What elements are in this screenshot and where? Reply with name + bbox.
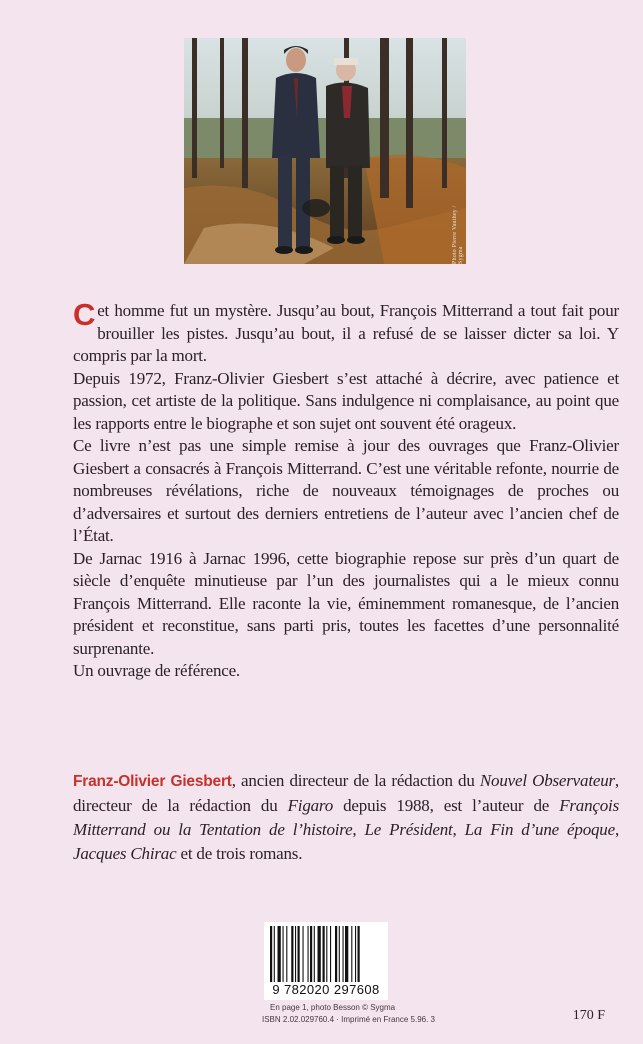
barcode-bars [268, 926, 384, 984]
dog-shape [302, 199, 330, 217]
barcode-bar [330, 926, 331, 982]
back-cover-blurb [73, 297, 619, 683]
blurb-paragraph-3: Ce livre n’est pas une simple remise à jour des ouvrages que Franz-Olivier Giesbert a consacrés à François Mitterrand. C’est une véritable refonte, nourrie de nombreuses révélations, riche de nouveaux témoignages de proches ou d’adversaires et surtout des derniers entretiens de l’auteur avec l’ancien chef de l’État. [73, 436, 619, 545]
barcode-bar [286, 926, 287, 982]
barcode-bar [345, 926, 348, 982]
barcode-bar [283, 926, 284, 982]
drop-cap: C [73, 297, 96, 332]
barcode-bar [278, 926, 281, 982]
blurb-paragraph-2: Depuis 1972, Franz-Olivier Giesbert s’est attaché à décrire, avec patience et passion, cet artiste de la politique. Sans indulgence ni complaisance, au point que les rapports entre le biographe et son sujet ont souvent été orageux. [73, 368, 619, 433]
barcode-bar [291, 926, 293, 982]
barcode-bar [298, 926, 300, 982]
price: 170 F [572, 1008, 605, 1023]
barcode-bar [303, 926, 304, 982]
barcode-bar [339, 926, 340, 982]
photo-credit: Photo Pierre Vauthey / Sygma [452, 205, 464, 264]
barcode-bar [318, 926, 321, 982]
book-title-italic: Figaro [287, 796, 334, 815]
blurb-paragraph-4: De Jarnac 1916 à Jarnac 1996, cette biographie repose sur près d’un quart de siècle d’enquête minutieuse par l’un des journalistes qui a le mieux connu François Mitterrand. Elle raconte la vie, éminemment romanesque, de l’ancien président et reconstitue, sans parti pris, toutes les facettes d’une personnalité surprenante. [73, 548, 619, 658]
author-bio: Franz-Olivier Giesbert, ancien directeur de la rédaction du Nouvel Observateur, directeur de la rédaction du Figaro depuis 1988, est l’auteur de François Mitterrand ou la Tentation de l’histoire, Le Président, La Fin d’une époque, Jacques Chirac et de trois romans. [73, 771, 619, 863]
barcode-bar [270, 926, 272, 982]
author-name: Franz-Olivier Giesbert [73, 773, 232, 790]
book-title-italic: François Mitterrand ou la Tentation de l’histoire [73, 796, 619, 839]
barcode-bar [355, 926, 356, 982]
barcode-bar [314, 926, 315, 982]
blurb-paragraph-1: Cet homme fut un mystère. Jusqu’au bout, François Mitterrand a tout fait pour brouiller les pistes. Jusqu’au bout, il a refusé de se laisser dicter sa loi. Y compris par la mort. [73, 297, 619, 365]
barcode-bar [326, 926, 327, 982]
barcode-bar [308, 926, 309, 982]
barcode-bar [358, 926, 360, 982]
barcode-bar [335, 926, 337, 982]
isbn-barcode [264, 922, 388, 1000]
book-title-italic: Nouvel Observateur [479, 771, 615, 790]
book-title-italic: Le Président [364, 820, 453, 839]
book-title-italic: Jacques Chirac [73, 844, 177, 863]
forest-photo-illustration [184, 38, 466, 264]
book-title-italic: La Fin d’une époque [464, 820, 615, 839]
barcode-digits: 9 782020 297608 [272, 982, 380, 997]
barcode-bar [323, 926, 325, 982]
isbn-line: ISBN 2.02.029760.4 · Imprimé en France 5.96. 3 [262, 1015, 435, 1024]
barcode-bar [274, 926, 275, 982]
barcode-bar [351, 926, 352, 982]
barcode-bar [343, 926, 344, 982]
barcode-bar [295, 926, 296, 982]
photo-credit-footer: En page 1, photo Besson © Sygma [270, 1003, 396, 1012]
cover-photo [184, 38, 466, 264]
barcode-bar [310, 926, 312, 982]
blurb-paragraph-5: Un ouvrage de référence. [73, 661, 240, 680]
